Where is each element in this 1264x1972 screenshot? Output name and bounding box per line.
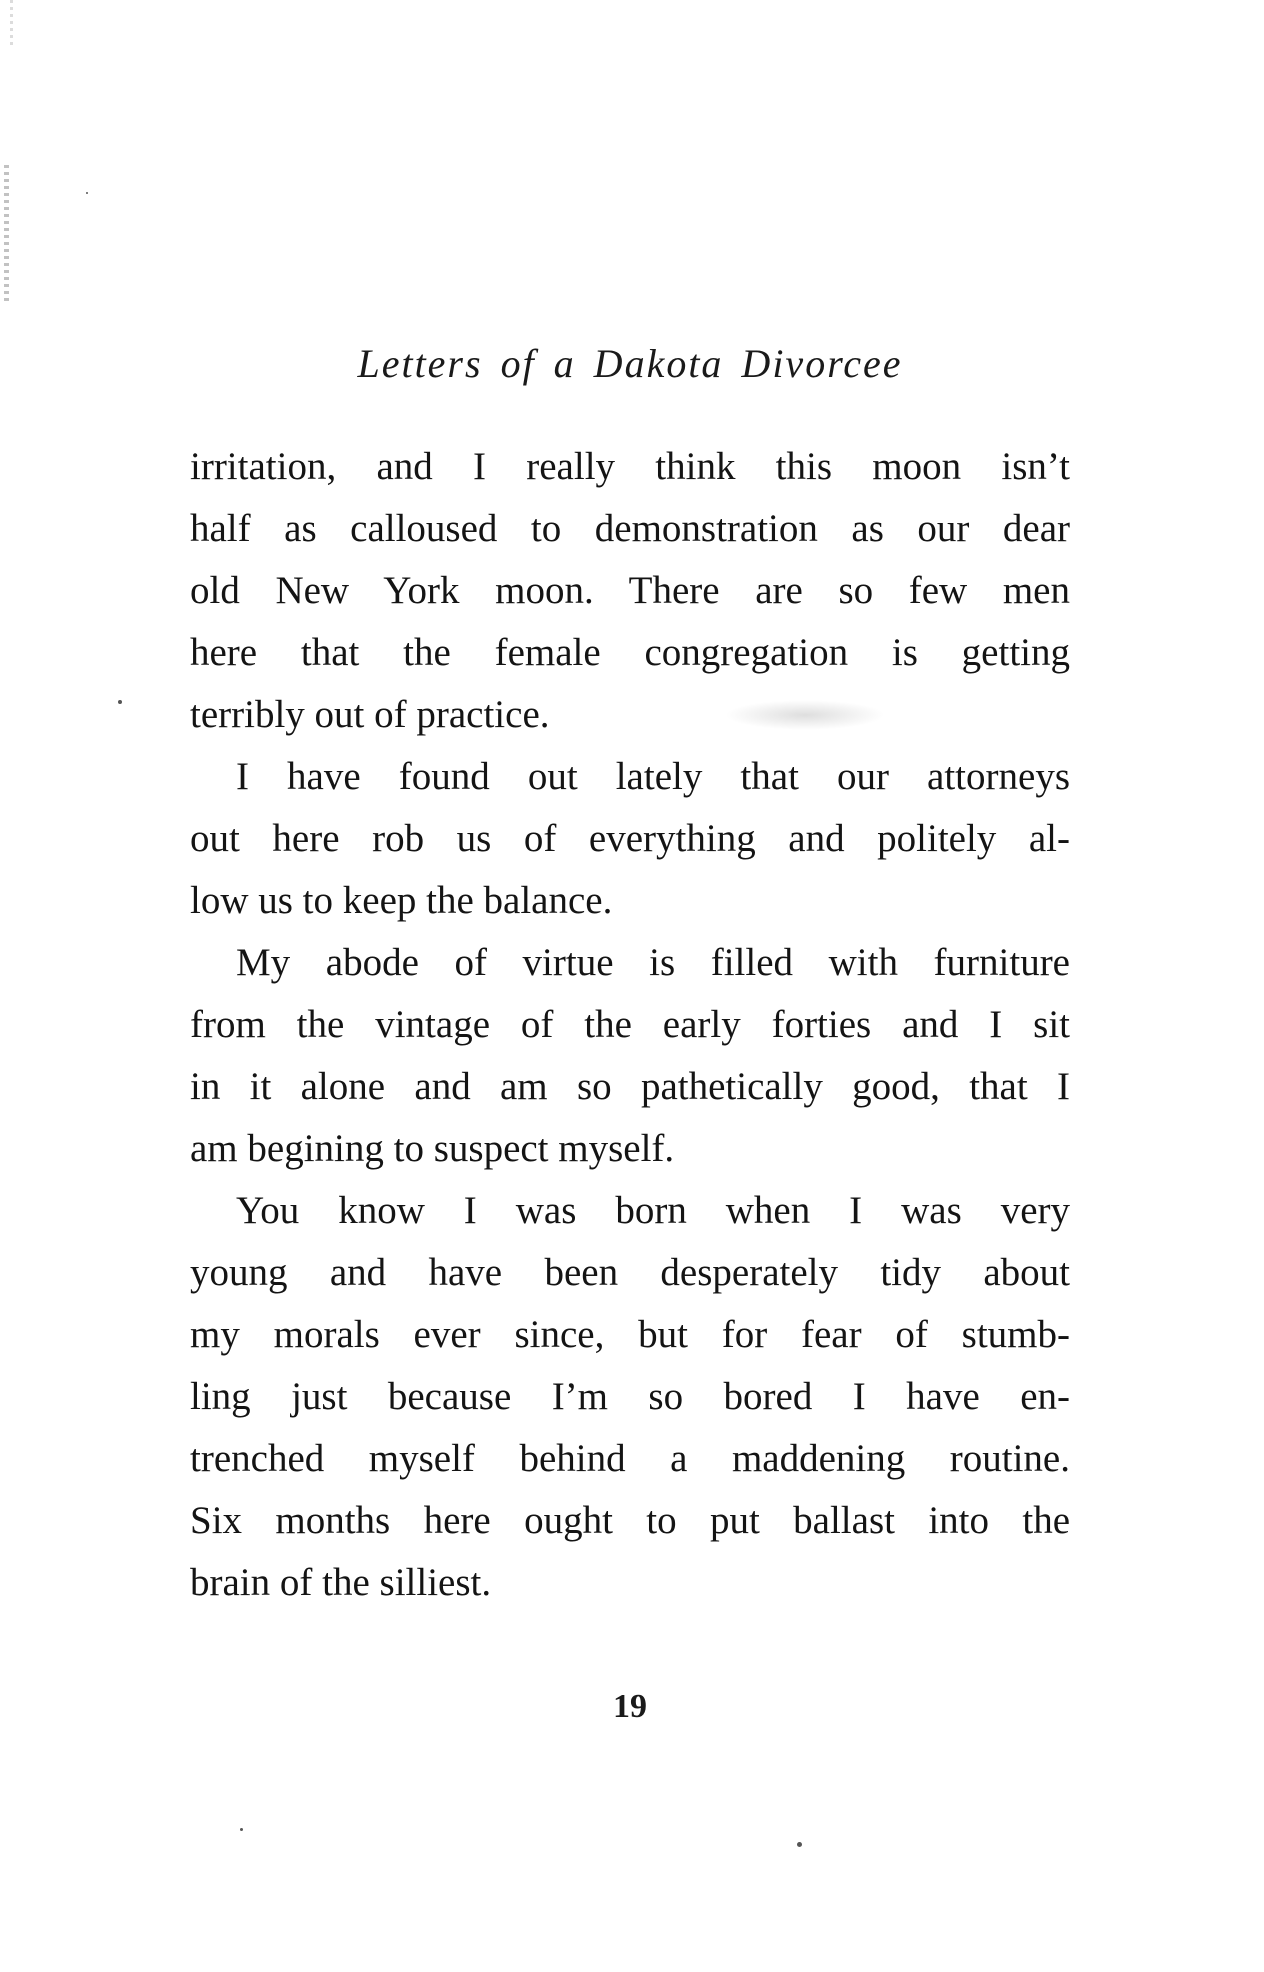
paragraph bbox=[190, 436, 1070, 746]
scan-margin-artifact bbox=[4, 165, 9, 305]
text-line: here that the female congregation is getting bbox=[190, 631, 1070, 674]
scan-speck bbox=[118, 700, 122, 704]
text-line: low us to keep the balance. bbox=[190, 879, 613, 922]
text-line: You know I was born when I was very bbox=[236, 1189, 1070, 1232]
text-line: trenched myself behind a maddening routine. bbox=[190, 1437, 1070, 1480]
text-line: terribly out of practice. bbox=[190, 693, 550, 736]
text-line: My abode of virtue is filled with furniture bbox=[236, 941, 1070, 984]
body-text bbox=[190, 436, 1070, 1614]
text-line: in it alone and am so pathetically good, that I bbox=[190, 1065, 1070, 1108]
text-line: out here rob us of everything and politely al- bbox=[190, 817, 1070, 860]
scan-speck bbox=[86, 192, 88, 194]
text-line: Six months here ought to put ballast into the bbox=[190, 1499, 1070, 1542]
text-line: from the vintage of the early forties and I sit bbox=[190, 1003, 1070, 1046]
text-line: young and have been desperately tidy about bbox=[190, 1251, 1070, 1294]
scan-speck bbox=[240, 1828, 243, 1831]
text-line: am begining to suspect myself. bbox=[190, 1127, 675, 1170]
text-line: half as calloused to demonstration as our dear bbox=[190, 507, 1070, 550]
paragraph bbox=[190, 746, 1070, 932]
scan-margin-artifact-top bbox=[10, 0, 13, 45]
text-line: my morals ever since, but for fear of stumb- bbox=[190, 1313, 1070, 1356]
text-line: I have found out lately that our attorneys bbox=[236, 755, 1070, 798]
text-line: old New York moon. There are so few men bbox=[190, 569, 1070, 612]
page-number: 19 bbox=[613, 1688, 647, 1725]
running-head: Letters of a Dakota Divorcee bbox=[357, 341, 903, 386]
text-line: irritation, and I really think this moon isn’t bbox=[190, 445, 1070, 488]
text-line: brain of the silliest. bbox=[190, 1561, 492, 1604]
text-line: ling just because I’m so bored I have en- bbox=[190, 1375, 1070, 1418]
scan-speck bbox=[797, 1842, 802, 1847]
paragraph bbox=[190, 932, 1070, 1180]
paragraph bbox=[190, 1180, 1070, 1614]
